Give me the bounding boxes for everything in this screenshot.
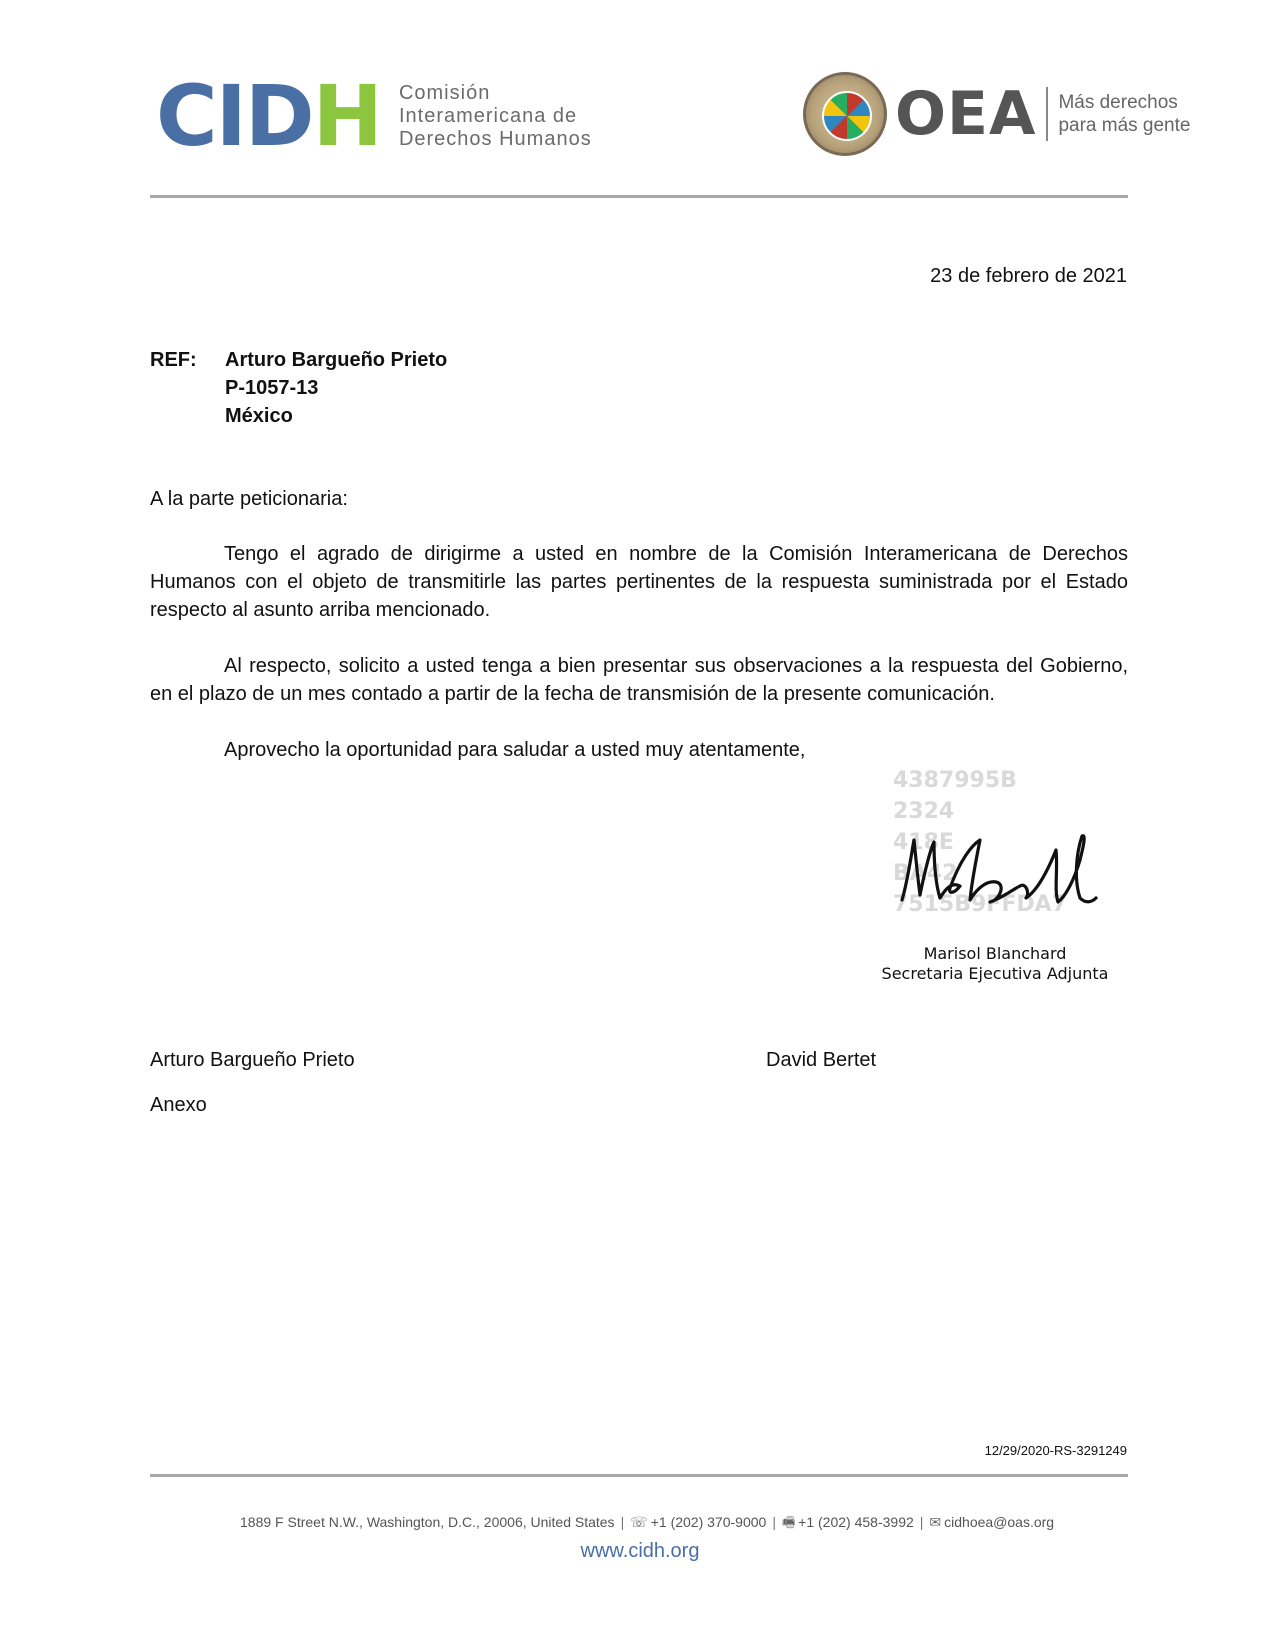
handwritten-signature <box>890 820 1110 920</box>
footer-website-link[interactable]: www.cidh.org <box>580 1540 700 1562</box>
footer-phone: +1 (202) 370-9000 <box>650 1514 767 1530</box>
ref-block <box>225 346 447 430</box>
envelope-icon: ✉ <box>929 1514 942 1530</box>
fax-icon: 🖷 <box>781 1514 796 1530</box>
header-rule <box>150 195 1128 198</box>
paragraph-2: Al respecto, solicito a usted tenga a bien presentar sus observaciones a la respuesta del Gobierno, en el plazo de un mes contado a partir de la fecha de transmisión de la presente comunicación. <box>150 655 1128 705</box>
ref-label: REF: <box>150 349 197 371</box>
ref-country: México <box>225 405 293 427</box>
cidh-logo <box>156 67 592 165</box>
ref-petitioner: Arturo Bargueño Prieto <box>225 349 448 371</box>
ref-case-number: P-1057-13 <box>225 377 319 399</box>
cidh-wordmark: CIDH <box>156 67 381 165</box>
copy-recipient-right: David Bertet <box>766 1049 877 1071</box>
oea-logo <box>803 72 1190 156</box>
signatory <box>880 944 1110 984</box>
signatory-name: Marisol Blanchard <box>923 944 1067 963</box>
oea-wordmark: OEA <box>895 79 1037 149</box>
paragraph-1: Tengo el agrado de dirigirme a usted en nombre de la Comisión Interamericana de Derechos Humanos con el objeto de transmitirle las partes pertinentes de la respuesta suministrada por el Estado respecto al asunto arriba mencionado. <box>150 543 1128 621</box>
paragraph-3: Aprovecho la oportunidad para saludar a usted muy atentamente, <box>224 739 806 761</box>
oea-seal-icon <box>803 72 887 156</box>
copy-recipient-left: Arturo Bargueño Prieto <box>150 1049 355 1071</box>
signatory-title: Secretaria Ejecutiva Adjunta <box>881 964 1109 983</box>
footer-fax: +1 (202) 458-3992 <box>798 1514 914 1530</box>
phone-icon: ☏ <box>630 1514 648 1530</box>
oea-slogan: Más derechos para más gente <box>1058 92 1191 136</box>
logo-divider <box>1046 87 1048 141</box>
footer-address: 1889 F Street N.W., Washington, D.C., 20006, United States <box>240 1514 615 1530</box>
salutation: A la parte peticionaria: <box>150 488 348 510</box>
signature-hash: 4387995B 2324 418E BA42 7515B9FFDA7 <box>893 768 1067 917</box>
cidh-full-name: Comisión Interamericana de Derechos Humanos <box>398 81 592 150</box>
letter-date: 23 de febrero de 2021 <box>930 265 1127 287</box>
footer-rule <box>150 1474 1128 1477</box>
document-reference: 12/29/2020-RS-3291249 <box>984 1443 1127 1458</box>
footer-email[interactable]: cidhoea@oas.org <box>944 1514 1055 1530</box>
footer-contact: 1889 F Street N.W., Washington, D.C., 20006, United States | ☏ +1 (202) 370-9000 | 🖷 +1 (202) 458-3992 | ✉ cidhoea@oas.org <box>240 1512 1040 1536</box>
annex-label: Anexo <box>150 1094 207 1116</box>
